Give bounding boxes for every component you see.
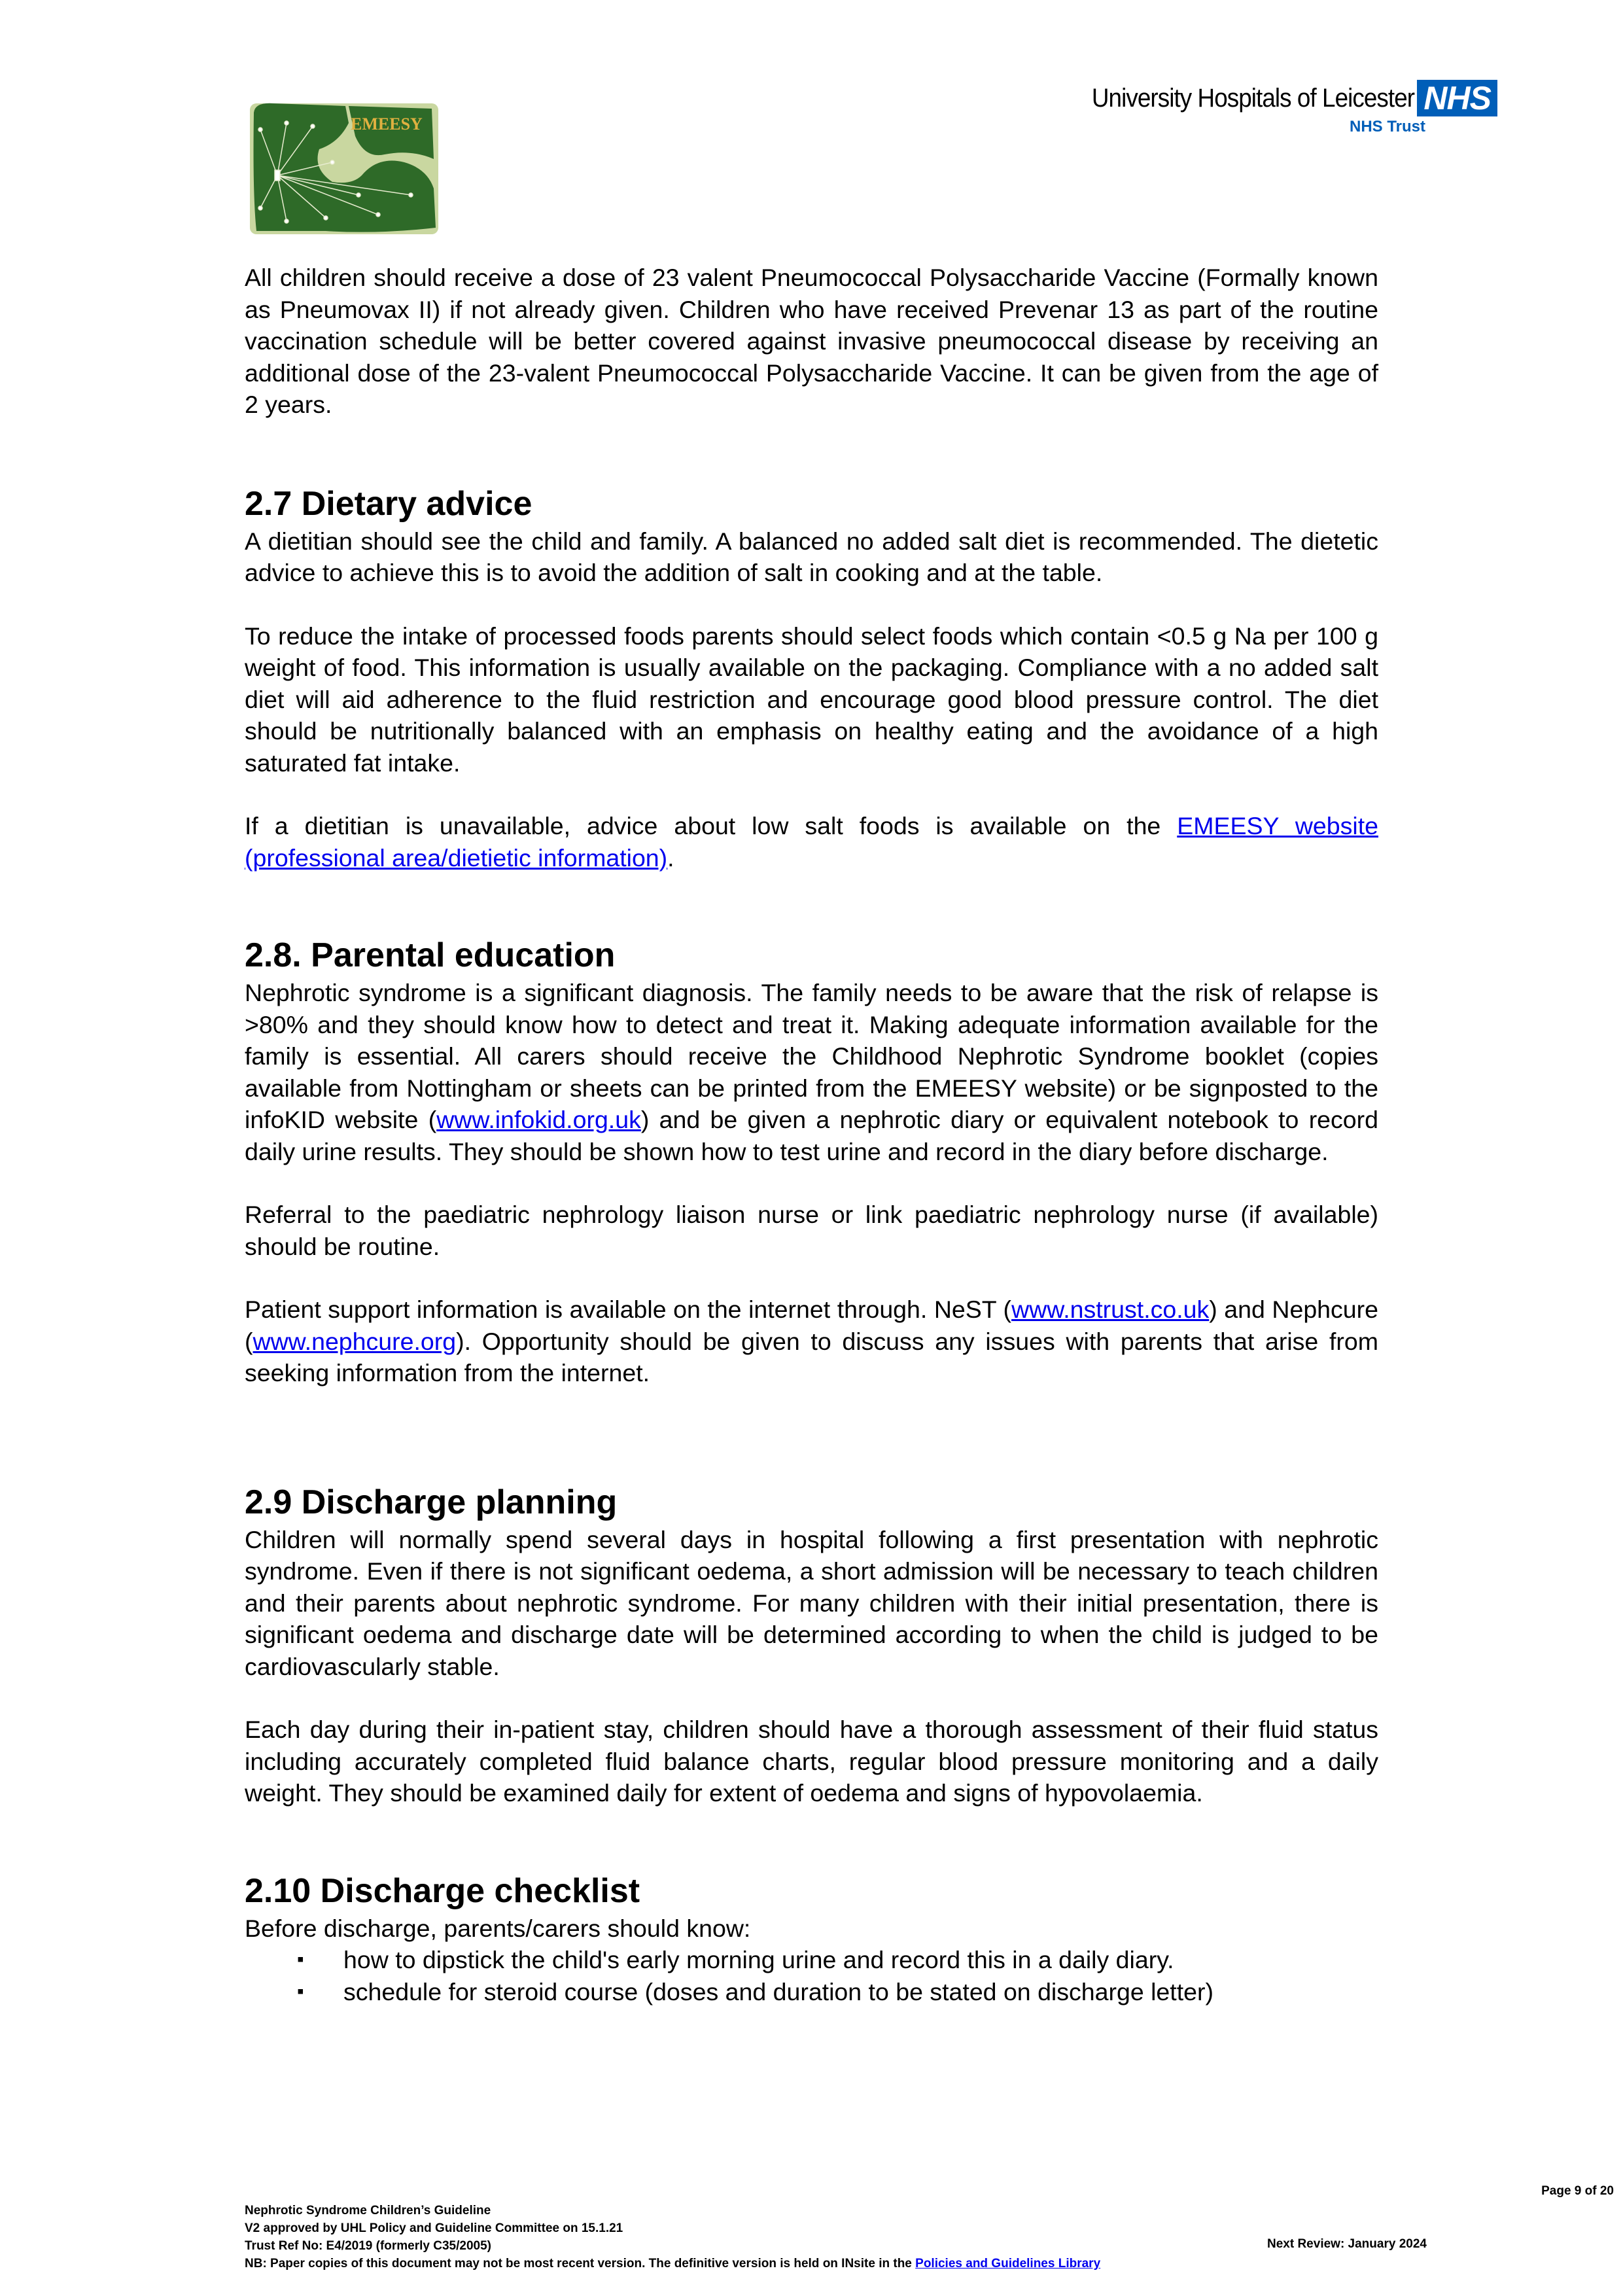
footer-disclaimer: NB: Paper copies of this document may not be most recent version. The definitive version is held on INsite in the Policies and Guidelines Library bbox=[245, 2257, 1101, 2270]
heading-dietary-advice: 2.7 Dietary advice bbox=[245, 484, 532, 523]
emeesy-logo bbox=[247, 97, 444, 238]
square-bullet-icon: ▪ bbox=[297, 1949, 304, 1970]
nhs-logo: NHS bbox=[1417, 80, 1497, 116]
heading-discharge-planning: 2.9 Discharge planning bbox=[245, 1483, 618, 1521]
document-footer bbox=[245, 2202, 1378, 2272]
list-item: ▪ schedule for steroid course (doses and duration to be stated on discharge letter) bbox=[245, 1976, 1378, 2008]
page-number: Page 9 of 20 bbox=[1541, 2184, 1614, 2198]
checklist-intro: Before discharge, parents/carers should know: bbox=[245, 1914, 751, 1942]
vaccine-paragraph: All children should receive a dose of 23 valent Pneumococcal Polysaccharide Vaccine (Formally known as Pneumovax II) if not already given. Children who have received Prevenar 13 as part of the routine vaccination schedule will be better covered against invasive pneumococcal disease by receiving an additional dose of the 23-valent Pneumococcal Polysaccharide Vaccine. It can be given from the age of 2 years. bbox=[245, 264, 1378, 418]
footer-title: Nephrotic Syndrome Children’s Guideline bbox=[245, 2204, 491, 2217]
next-review-date: Next Review: January 2024 bbox=[1267, 2237, 1427, 2251]
trust-header bbox=[1064, 80, 1497, 136]
infokid-link[interactable]: www.infokid.org.uk bbox=[436, 1106, 641, 1133]
document-body bbox=[245, 262, 1378, 2007]
heading-parental-education: 2.8. Parental education bbox=[245, 936, 616, 974]
trust-name: University Hospitals of Leicester bbox=[1092, 83, 1415, 113]
dietary-paragraph-2: To reduce the intake of processed foods parents should select foods which contain <0.5 g Na per 100 g weight of food. This information is usually available on the packaging. Compliance with a no added salt diet will aid adherence to the fluid restriction and encourage good blood pressure control. The diet should be nutritionally balanced with an emphasis on healthy eating and the avoidance of a high saturated fat intake. bbox=[245, 622, 1378, 777]
dietary-paragraph-3: If a dietitian is unavailable, advice about low salt foods is available on the EMEESY website (professional area/dietietic information). bbox=[245, 812, 1378, 872]
heading-discharge-checklist: 2.10 Discharge checklist bbox=[245, 1871, 640, 1910]
checklist-list bbox=[245, 1944, 1378, 2007]
parental-paragraph-3: Patient support information is available on the internet through. NeST (www.nstrust.co.uk) and Nephcure (www.nephcure.org). Opportunity should be given to discuss any issues with parents that arise from seeking information from the internet. bbox=[245, 1296, 1378, 1386]
nhs-trust-label: NHS Trust bbox=[1349, 118, 1425, 135]
discharge-planning-paragraph-2: Each day during their in-patient stay, children should have a thorough assessment of their fluid status including accurately completed fluid balance charts, regular blood pressure monitoring and a daily weight. They should be examined daily for extent of oedema and signs of hypovolaemia. bbox=[245, 1716, 1378, 1807]
svg-text:EMEESY: EMEESY bbox=[351, 115, 423, 133]
nstrust-link[interactable]: www.nstrust.co.uk bbox=[1011, 1296, 1210, 1323]
policies-library-link[interactable]: Policies and Guidelines Library bbox=[915, 2257, 1101, 2270]
parental-paragraph-1: Nephrotic syndrome is a significant diagnosis. The family needs to be aware that the risk of relapse is >80% and they should know how to detect and treat it. Making adequate information available for the family is essential. All carers should receive the Childhood Nephrotic Syndrome booklet (copies available from Nottingham or sheets can be printed from the EMEESY website) or be signposted to the infoKID website (www.infokid.org.uk) and be given a nephrotic diary or equivalent notebook to record daily urine results. They should be shown how to test urine and record in the diary before discharge. bbox=[245, 979, 1378, 1165]
footer-approval: V2 approved by UHL Policy and Guideline Committee on 15.1.21 bbox=[245, 2221, 623, 2235]
nephcure-link[interactable]: www.nephcure.org bbox=[253, 1327, 457, 1355]
square-bullet-icon: ▪ bbox=[297, 1980, 304, 2002]
emeesy-website-link[interactable]: EMEESY website (professional area/dietietic information) bbox=[245, 812, 1378, 872]
footer-trust-ref: Trust Ref No: E4/2019 (formerly C35/2005) bbox=[245, 2239, 491, 2253]
parental-paragraph-2: Referral to the paediatric nephrology liaison nurse or link paediatric nephrology nurse (if available) should be routine. bbox=[245, 1201, 1378, 1260]
dietary-paragraph-1: A dietitian should see the child and family. A balanced no added salt diet is recommended. The dietetic advice to achieve this is to avoid the addition of salt in cooking and at the table. bbox=[245, 527, 1378, 586]
discharge-planning-paragraph-1: Children will normally spend several days in hospital following a first presentation with nephrotic syndrome. Even if there is not significant oedema, a short admission will be necessary to teach children and their parents about nephrotic syndrome. For many children with their initial presentation, there is significant oedema and discharge date will be determined according to when the child is judged to be cardiovascularly stable. bbox=[245, 1525, 1378, 1680]
emeesy-map-icon bbox=[247, 97, 444, 238]
list-item: ▪ how to dipstick the child's early morning urine and record this in a daily diary. bbox=[245, 1944, 1378, 1976]
